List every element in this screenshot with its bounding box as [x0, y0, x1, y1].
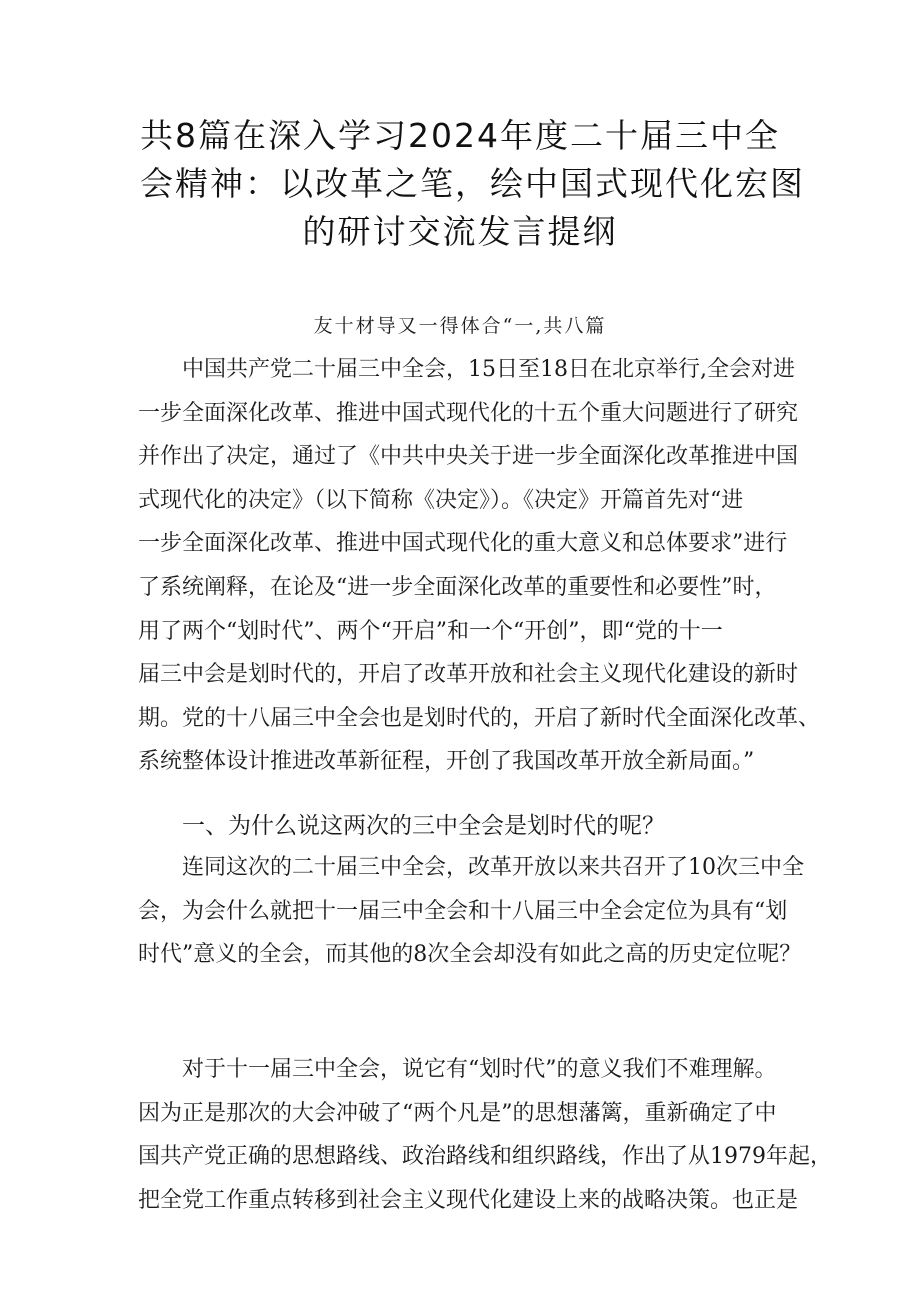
paragraph-line: 中国共产党二十届三中全会，15日至18日在北京举行,全会对进	[182, 357, 795, 382]
paragraph-line: 式现代化的决定》（以下简称《决定》）。《决定》开篇首先对“进	[138, 487, 744, 513]
document-title	[140, 112, 805, 256]
paragraph-line: 届三中会是划时代的，开启了改革开放和社会主义现代化建设的新时	[138, 662, 799, 688]
paragraph-line: 系统整体设计推进改革新征程，开创了我国改革开放全新局面。”	[138, 749, 755, 775]
paragraph-explanation	[138, 1048, 832, 1222]
title-line: 会精神：以改革之笔，绘中国式现代化宏图	[140, 164, 805, 203]
paragraph-line: 因为正是那次的大会冲破了“两个凡是”的思想藩篱，重新确定了中	[138, 1100, 777, 1126]
paragraph-line: 时代”意义的全会，而其他的8次全会却没有如此之高的历史定位呢？	[138, 942, 802, 968]
paragraph-line: 一步全面深化改革、推进中国式现代化的重大意义和总体要求”进行	[138, 531, 788, 557]
paragraph-line: 用了两个“划时代”、两个“开启”和一个“开创”，即“党的十一	[138, 618, 723, 644]
paragraph-line: 并作出了决定，通过了《中共中央关于进一步全面深化改革推进中国	[138, 444, 799, 470]
paragraph-line: 国共产党正确的思想路线、政治路线和组织路线，作出了从1979年起，	[138, 1144, 832, 1170]
paragraph-line: 一步全面深化改革、推进中国式现代化的十五个重大问题进行了研究	[138, 400, 799, 426]
paragraph-question	[138, 846, 804, 977]
title-line: 共8篇在深入学习2024年度二十届三中全	[140, 116, 780, 155]
paragraph-line: 对于十一届三中全会，说它有“划时代”的意义我们不难理解。	[182, 1057, 777, 1082]
paragraph-intro	[138, 348, 821, 784]
paragraph-line: 把全党工作重点转移到社会主义现代化建设上来的战略决策。也正是	[138, 1187, 799, 1213]
paragraph-line: 期。党的十八届三中全会也是划时代的，开启了新时代全面深化改革、	[138, 705, 821, 731]
title-line: 的研讨交流发言提纲	[302, 212, 618, 251]
paragraph-line: 了系统阐释，在论及“进一步全面深化改革的重要性和必要性”时，	[138, 574, 777, 600]
paragraph-line: 连同这次的二十届三中全会，改革开放以来共召开了10次三中全	[182, 855, 804, 880]
section-heading: 一、为什么说这两次的三中全会是划时代的呢？	[182, 813, 665, 839]
paragraph-line: 会，为会什么就把十一届三中全会和十八届三中全会定位为具有“划	[138, 898, 788, 924]
document-subtitle: 友十材导又一得体合“一,共八篇	[313, 315, 607, 337]
